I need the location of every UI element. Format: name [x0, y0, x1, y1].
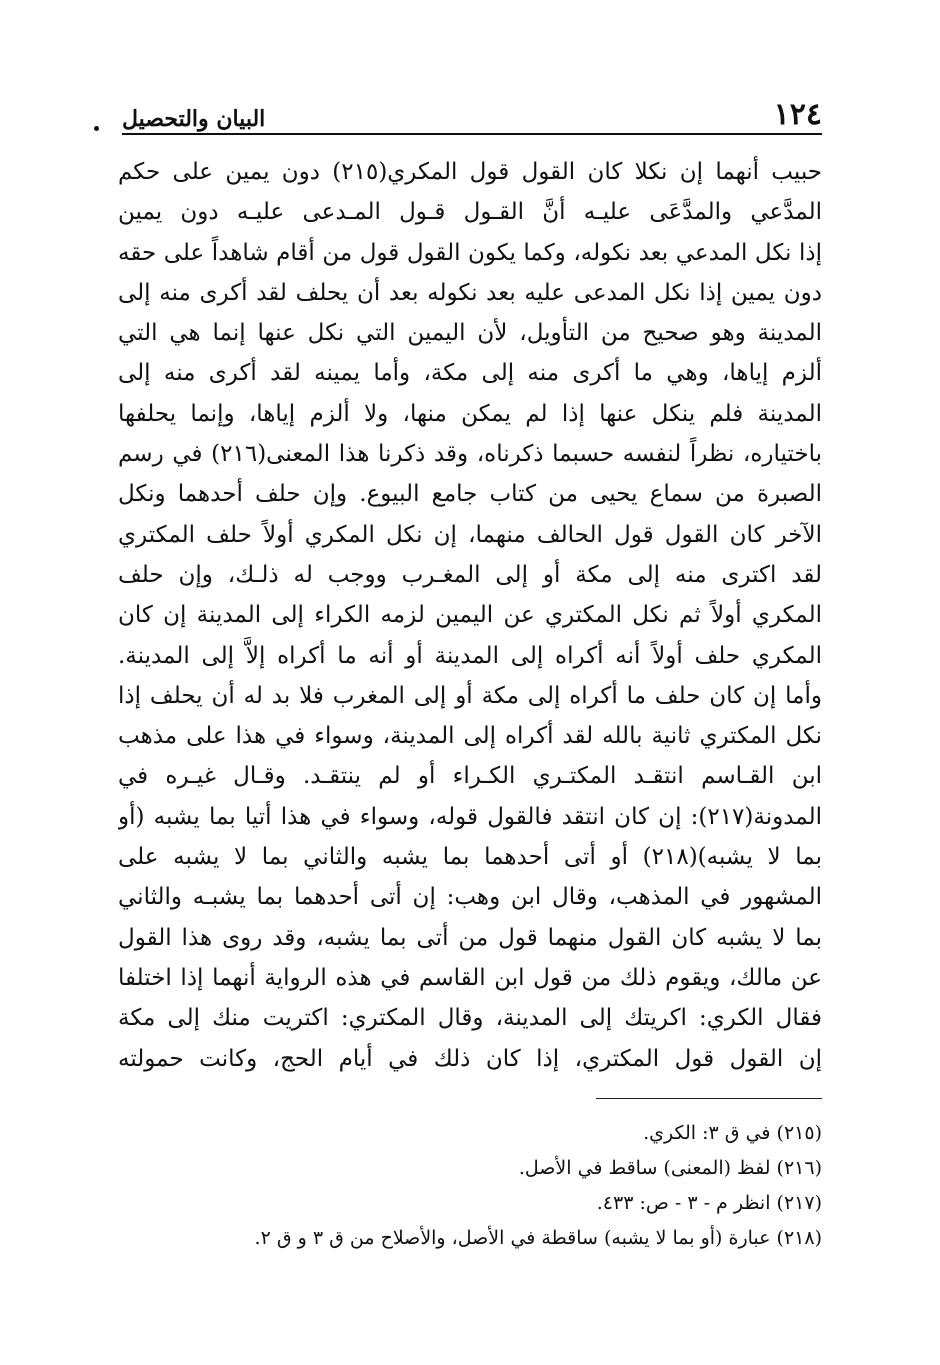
text-line: المدونة(٢١٧): إن كان انتقد فالقول قوله، وسواء في هذا أتيا بما يشبه (أو — [118, 803, 822, 830]
footnotes — [122, 1116, 822, 1256]
text-line: المكري أولاً ثم نكل المكتري عن اليمين لزمه الكراء إلى المدينة إن كان — [118, 602, 822, 629]
text-line: المشهور في المذهب، وقال ابن وهب: إن أتى أحدهما بما يشبـه والثاني — [118, 884, 822, 911]
footnote-separator — [596, 1098, 822, 1099]
footnote: (٢١٦) لفظ (المعنى) ساقط في الأصل. — [518, 1157, 822, 1179]
text-line: عن مالك، ويقوم ذلك من قول ابن القاسم في هذه الرواية أنهما إذا اختلفا — [118, 964, 822, 991]
text-line: المكري حلف أولاً أنه أكراه إلى المدينة أو أنه ما أكراه إلاَّ إلى المدينة. — [118, 642, 822, 669]
page-number: ١٢٤ — [773, 97, 822, 132]
footnote: (٢١٧) انظر م - ٣ - ص: ٤٣٣. — [596, 1192, 822, 1214]
running-header — [122, 92, 822, 132]
text-line: ابن القـاسم انتقـد المكتـري الكـراء أو لم ينتقـد. وقـال غيـره في — [118, 763, 822, 790]
text-line: المدينة فلم ينكل عنها إذا لم يمكن منها، ولا ألزم إياها، وإنما يحلفها — [118, 400, 822, 427]
text-line: نكل المكتري ثانية بالله لقد أكراه إلى المدينة، وسواء في هذا على مذهب — [118, 723, 822, 750]
running-title: البيان والتحصيل — [122, 106, 266, 132]
text-line: لقد اكترى منه إلى مكة أو إلى المغـرب ووجب له ذلـك، وإن حلف — [118, 561, 822, 588]
text-line: دون يمين إذا نكل المدعى عليه بعد نكوله بعد أن يحلف لقد أكرى منه إلى — [118, 279, 822, 306]
main-text — [118, 152, 822, 1079]
text-line: إذا نكل المدعي بعد نكوله، وكما يكون القول قول من أقام شاهداً على حقه — [118, 239, 822, 266]
text-line: بما لا يشبه)(٢١٨) أو أتى أحدهما بما يشبه والثاني بما لا يشبه على — [118, 844, 822, 871]
text-line: إن القول قول المكتري، إذا كان ذلك في أيام الحج، وكانت حمولته — [118, 1045, 822, 1072]
text-line: ألزم إياها، وهي ما أكرى منه إلى مكة، وأما يمينه لقد أكرى منه إلى — [118, 360, 822, 387]
text-line: فقال الكري: اكريتك إلى المدينة، وقال المكتري: اكتريت منك إلى مكة — [118, 1005, 822, 1032]
margin-mark — [94, 126, 99, 131]
text-line: المدينة وهو صحيح من التأويل، لأن اليمين التي نكل عنها إنما هي التي — [118, 320, 822, 347]
text-line: الآخر كان القول قول الحالف منهما، إن نكل المكري أولاً حلف المكتري — [118, 521, 822, 548]
text-line: حبيب أنهما إن نكلا كان القول قول المكري(٢١٥) دون يمين على حكم — [118, 159, 822, 185]
text-line: المدَّعي والمدَّعَى عليـه أنَّ القـول قـول المـدعى عليـه دون يمين — [118, 199, 822, 226]
text-line: بما لا يشبه كان القول منهما قول من أتى بما يشبه، وقد روى هذا القول — [118, 924, 822, 951]
footnote: (٢١٥) في ق ٣: الكري. — [643, 1122, 822, 1144]
text-line: الصبرة من سماع يحيى من كتاب جامع البيوع. وإن حلف أحدهما ونكل — [118, 481, 822, 508]
footnote: (٢١٨) عبارة (أو بما لا يشبه) ساقطة في الأصل، والأصلاح من ق ٣ و ق ٢. — [254, 1227, 822, 1249]
text-line: وأما إن كان حلف ما أكراه إلى مكة أو إلى المغرب فلا بد له أن يحلف إذا — [118, 682, 822, 709]
header-rule — [122, 133, 822, 135]
text-line: باختياره، نظراً لنفسه حسبما ذكرناه، وقد ذكرنا هذا المعنى(٢١٦) في رسم — [118, 441, 822, 468]
